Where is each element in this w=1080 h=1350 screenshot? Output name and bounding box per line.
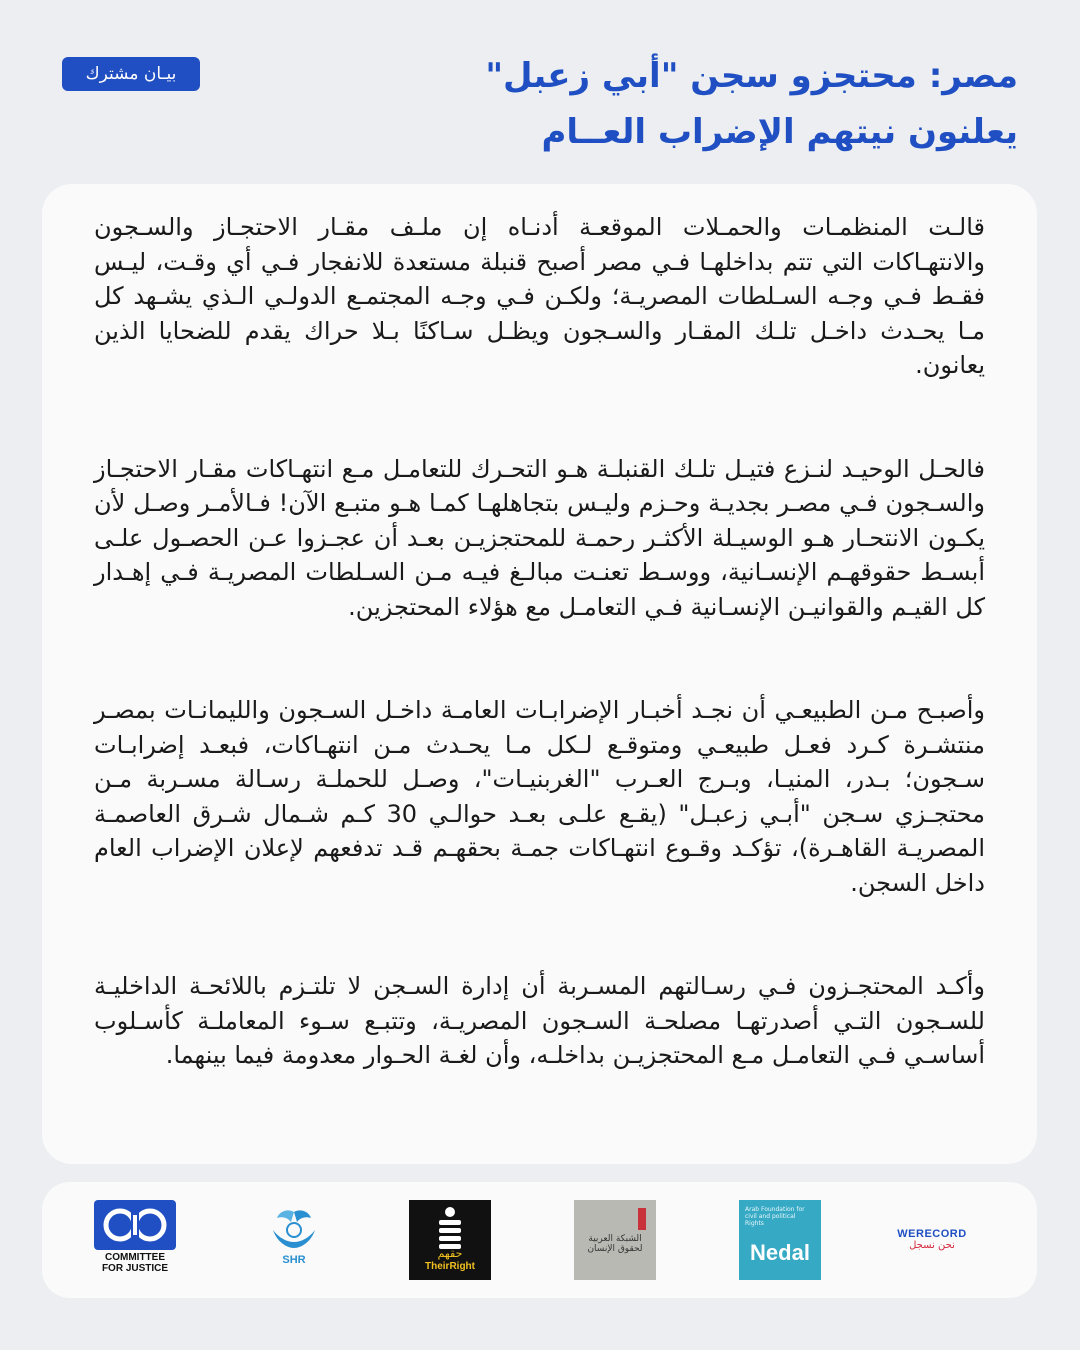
shr-logo (267, 1206, 321, 1268)
paragraph-3: وأصبـح مـن الطبيعـي أن نجـد أخبـار الإضرابـات العامـة داخـل السـجون والليمانـات بمصـر منتشـرة كـرد فعـل طبيعـي ومتوقـع لـكل مـا يحـدث مـن انتهـاكات، فبعـد إضرابـات سـجون؛ بـدر، المنيـا، وبـرج العـرب "الغربنيـات"، وصـل للحملـة رسـالة مسـربة مـن محتجـزي سـجن "أبـي زعبـل" (يقـع علـى بعـد حوالـي 30 كـم شـمال شـرق العاصمـة المصريـة القاهـرة)، تؤكـد وقـوع انتهـاكات جمـة بحقهـم قـد تدفعهم لإعلان الإضراب العام داخل السجن. (94, 696, 985, 897)
statement-body (42, 184, 1037, 1164)
paragraph-2: فالحـل الوحيـد لنـزع فتيـل تلـك القنبلـة هـو التحـرك للتعامـل مـع انتهـاكات مقـار الاحتجـاز والسـجون فـي مصـر بجديـة وحـزم وليـس بتجاهلهـا كمـا هـو متبـع الآن! فـالأمـر وصـل لأن يكـون الانتحـار هـو الوسيـلة الأكثـر رحمـة للمحتجزيـن بعـد أن عجـزوا عـن الحصـول علـى أبسـط حقوقهـم الإنسـانية، ووسـط تعنـت مبالـغ فيـه مـن السـلطات المصريـة فـي إهـدار كل القيـم والقوانيـن الإنسـانية فـي التعامـل مع هؤلاء المحتجزين. (94, 454, 985, 621)
nedal-logo-subtitle: Arab Foundation for civil and political Rights (745, 1206, 805, 1227)
title-line-2: يعلنون نيتهم الإضراب العــام (541, 112, 1018, 152)
their-right-logo (409, 1200, 491, 1280)
paragraph-4: وأكـد المحتجـزون فـي رسـالتهم المسـربة أن إدارة السـجن لا تلتـزم باللائحـة الداخليـة للسـجون التـي أصدرتهـا مصلحـة السـجون المصريـة، وتتبـع سـوء المعاملـة كأسـلوب أساسـي فـي التعامـل مـع المحتجزيـن بداخلـه، وأن لغـة الحـوار معدومة فيما بينهما. (94, 972, 985, 1069)
title-line-1: مصر: محتجزو سجن "أبي زعبل" (485, 56, 1018, 96)
arab-network-logo-text: الشبكة العربية لحقوق الإنسان (587, 1234, 643, 1254)
page-title (258, 48, 1018, 160)
arab-network-mark-icon (638, 1208, 646, 1230)
nedal-logo (739, 1200, 821, 1280)
werecord-logo-arabic: نحن نسجل (909, 1240, 955, 1251)
their-right-logo-arabic: حقهم (437, 1247, 463, 1260)
signatory-logos (42, 1182, 1037, 1298)
committee-for-justice-logo (94, 1200, 176, 1274)
arab-network-logo (574, 1200, 656, 1280)
joint-statement-badge: بيـان مشترك (62, 57, 200, 91)
werecord-logo (892, 1228, 972, 1251)
cfj-logo-text: COMMITTEE FOR JUSTICE (101, 1252, 169, 1274)
their-right-logo-text: TheirRight (425, 1261, 475, 1272)
paragraph-1: قالـت المنظمـات والحمـلات الموقعـة أدنـاه إن ملـف مقـار الاحتجـاز والسـجون والانتهـاكات التي تتم بداخلهـا فـي مصر أصبح قنبلة مستعدة للانفجار فـي أي وقـت، ليـس فقـط فـي وجـه السـلطات المصريـة؛ ولكـن فـي وجـه المجتمـع الدولـي الـذي يشـهد كل مـا يحـدث داخـل تلـك المقـار والسـجون ويظـل سـاكنًا بـلا حراك يقدم للضحايا الذين يعانون. (94, 213, 985, 379)
cfj-mark-icon (94, 1200, 176, 1250)
shr-logo-text: SHR (282, 1254, 306, 1266)
nedal-logo-text: Nedal (750, 1240, 810, 1265)
werecord-logo-text: WERECORD (897, 1228, 967, 1240)
dove-hands-icon (267, 1206, 321, 1250)
